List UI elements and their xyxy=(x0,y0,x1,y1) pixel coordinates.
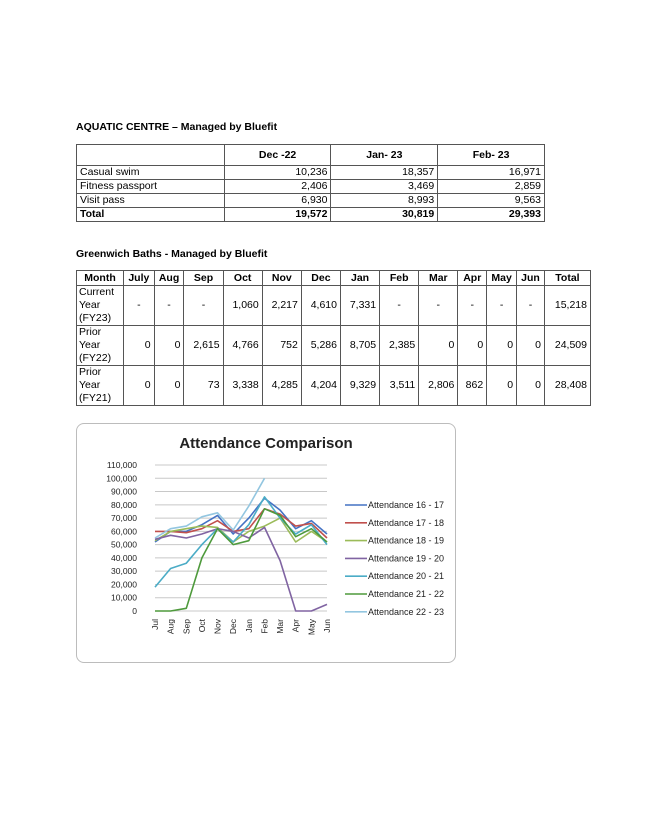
x-tick-label: Oct xyxy=(196,619,207,633)
greenwich-cell: - xyxy=(154,286,184,326)
greenwich-cell: - xyxy=(517,286,545,326)
greenwich-cell: - xyxy=(380,286,419,326)
greenwich-cell: 0 xyxy=(154,366,184,406)
aquatic-header-cell: Dec -22 xyxy=(224,145,331,166)
attendance-chart xyxy=(76,423,456,663)
greenwich-header-cell: Oct xyxy=(223,271,262,286)
aquatic-cell: 8,993 xyxy=(331,194,438,208)
greenwich-cell: 1,060 xyxy=(223,286,262,326)
aquatic-row-label: Fitness passport xyxy=(77,180,225,194)
greenwich-cell: 24,509 xyxy=(544,326,590,366)
greenwich-header-cell: Sep xyxy=(184,271,223,286)
aquatic-centre-heading: AQUATIC CENTRE – Managed by Bluefit xyxy=(76,121,278,133)
aquatic-cell: 10,236 xyxy=(224,166,331,180)
greenwich-cell: 73 xyxy=(184,366,223,406)
greenwich-cell: 2,806 xyxy=(419,366,458,406)
greenwich-row-label-line: (FY23) xyxy=(79,312,112,324)
legend-label: Attendance 18 - 19 xyxy=(368,535,445,546)
aquatic-cell: 6,930 xyxy=(224,194,331,208)
legend-label: Attendance 20 - 21 xyxy=(368,571,445,582)
greenwich-row-label-line: Current xyxy=(79,286,115,298)
greenwich-cell: 2,217 xyxy=(262,286,301,326)
greenwich-header-cell: May xyxy=(487,271,517,286)
greenwich-cell: 0 xyxy=(458,326,487,366)
greenwich-cell: 0 xyxy=(517,366,545,406)
y-tick-label: 100,000 xyxy=(106,473,137,484)
greenwich-cell: 0 xyxy=(487,366,517,406)
aquatic-row xyxy=(77,194,545,208)
greenwich-cell: 9,329 xyxy=(340,366,379,406)
chart-title: Attendance Comparison xyxy=(179,435,353,452)
y-tick-label: 50,000 xyxy=(111,539,137,550)
aquatic-header-row xyxy=(77,145,545,166)
greenwich-cell: 5,286 xyxy=(301,326,340,366)
greenwich-cell: 15,218 xyxy=(544,286,590,326)
x-tick-label: Aug xyxy=(165,619,176,635)
x-tick-label: Jun xyxy=(322,619,332,633)
greenwich-row-label xyxy=(77,366,124,406)
greenwich-cell: 2,615 xyxy=(184,326,223,366)
greenwich-row-label xyxy=(77,286,124,326)
greenwich-cell: - xyxy=(184,286,223,326)
greenwich-cell: - xyxy=(458,286,487,326)
greenwich-cell: 0 xyxy=(154,326,184,366)
aquatic-row-label: Casual swim xyxy=(77,166,225,180)
greenwich-attendance-table xyxy=(76,270,591,406)
legend-label: Attendance 22 - 23 xyxy=(368,606,445,617)
y-tick-label: 110,000 xyxy=(106,460,137,470)
aquatic-row xyxy=(77,166,545,180)
attendance-chart-svg xyxy=(77,424,455,662)
series-line xyxy=(155,509,327,611)
x-tick-label: May xyxy=(306,619,317,636)
aquatic-cell: 30,819 xyxy=(331,208,438,222)
aquatic-attendance-table xyxy=(76,144,545,222)
greenwich-row-label-line: (FY22) xyxy=(79,352,112,364)
greenwich-cell: 4,204 xyxy=(301,366,340,406)
y-tick-label: 0 xyxy=(132,606,137,616)
greenwich-cell: 3,511 xyxy=(380,366,419,406)
x-tick-label: Feb xyxy=(259,619,270,634)
greenwich-cell: 4,610 xyxy=(301,286,340,326)
aquatic-cell: 16,971 xyxy=(438,166,545,180)
greenwich-row-label-line: Prior xyxy=(79,366,102,378)
greenwich-cell: 0 xyxy=(419,326,458,366)
greenwich-row-label-line: Year xyxy=(79,299,101,311)
aquatic-cell: 2,859 xyxy=(438,180,545,194)
aquatic-row-label: Visit pass xyxy=(77,194,225,208)
aquatic-table-body xyxy=(77,166,545,222)
greenwich-header-cell: Total xyxy=(544,271,590,286)
aquatic-cell: 9,563 xyxy=(438,194,545,208)
y-tick-label: 90,000 xyxy=(111,486,137,497)
greenwich-cell: 0 xyxy=(487,326,517,366)
greenwich-cell: 4,285 xyxy=(262,366,301,406)
x-tick-label: Nov xyxy=(212,619,223,635)
greenwich-cell: 7,331 xyxy=(340,286,379,326)
x-tick-label: Apr xyxy=(290,619,301,633)
greenwich-header-cell: Nov xyxy=(262,271,301,286)
x-tick-label: Dec xyxy=(228,619,239,635)
greenwich-cell: 0 xyxy=(517,326,545,366)
aquatic-cell: 18,357 xyxy=(331,166,438,180)
greenwich-cell: - xyxy=(487,286,517,326)
greenwich-cell: 3,338 xyxy=(223,366,262,406)
aquatic-row xyxy=(77,208,545,222)
aquatic-row xyxy=(77,180,545,194)
greenwich-header-cell: Month xyxy=(77,271,124,286)
aquatic-row-label: Total xyxy=(77,208,225,222)
greenwich-cell: 4,766 xyxy=(223,326,262,366)
greenwich-header-cell: Dec xyxy=(301,271,340,286)
greenwich-row xyxy=(77,326,591,366)
greenwich-header-cell: Jun xyxy=(517,271,545,286)
y-tick-label: 30,000 xyxy=(111,566,137,577)
greenwich-row xyxy=(77,286,591,326)
greenwich-baths-heading: Greenwich Baths - Managed by Bluefit xyxy=(76,248,268,260)
greenwich-cell: 2,385 xyxy=(380,326,419,366)
greenwich-row-label xyxy=(77,326,124,366)
x-tick-label: Jul xyxy=(150,619,160,630)
aquatic-header-cell: Feb- 23 xyxy=(438,145,545,166)
greenwich-cell: 752 xyxy=(262,326,301,366)
series-line xyxy=(155,527,327,611)
y-tick-label: 10,000 xyxy=(111,592,137,603)
x-tick-label: Mar xyxy=(275,619,286,634)
greenwich-header-cell: Feb xyxy=(380,271,419,286)
greenwich-cell: 0 xyxy=(124,326,155,366)
greenwich-cell: 862 xyxy=(458,366,487,406)
greenwich-table-body xyxy=(77,286,591,406)
greenwich-cell: - xyxy=(124,286,155,326)
greenwich-row-label-line: Year xyxy=(79,339,101,351)
aquatic-cell: 3,469 xyxy=(331,180,438,194)
legend-label: Attendance 21 - 22 xyxy=(368,589,445,599)
greenwich-row-label-line: Year xyxy=(79,379,101,391)
greenwich-header-cell: Mar xyxy=(419,271,458,286)
aquatic-header-blank xyxy=(77,145,225,166)
legend-label: Attendance 19 - 20 xyxy=(368,553,445,564)
greenwich-row-label-line: Prior xyxy=(79,326,102,338)
greenwich-cell: - xyxy=(419,286,458,326)
aquatic-header-cell: Jan- 23 xyxy=(331,145,438,166)
x-tick-label: Sep xyxy=(181,619,192,635)
greenwich-cell: 0 xyxy=(124,366,155,406)
greenwich-header-cell: July xyxy=(124,271,155,286)
greenwich-header-cell: Aug xyxy=(154,271,184,286)
y-tick-label: 80,000 xyxy=(111,499,137,510)
y-tick-label: 20,000 xyxy=(111,579,137,590)
greenwich-row xyxy=(77,366,591,406)
y-tick-label: 40,000 xyxy=(111,552,137,563)
x-tick-label: Jan xyxy=(243,619,254,633)
aquatic-cell: 2,406 xyxy=(224,180,331,194)
y-tick-label: 60,000 xyxy=(111,526,137,537)
greenwich-cell: 8,705 xyxy=(340,326,379,366)
greenwich-row-label-line: (FY21) xyxy=(79,392,112,404)
greenwich-header-row xyxy=(77,271,591,286)
greenwich-cell: 28,408 xyxy=(544,366,590,406)
aquatic-cell: 19,572 xyxy=(224,208,331,222)
greenwich-header-cell: Apr xyxy=(458,271,487,286)
greenwich-header-cell: Jan xyxy=(340,271,379,286)
legend-label: Attendance 17 - 18 xyxy=(368,517,445,528)
aquatic-cell: 29,393 xyxy=(438,208,545,222)
y-tick-label: 70,000 xyxy=(111,513,137,524)
legend-label: Attendance 16 - 17 xyxy=(368,500,445,510)
